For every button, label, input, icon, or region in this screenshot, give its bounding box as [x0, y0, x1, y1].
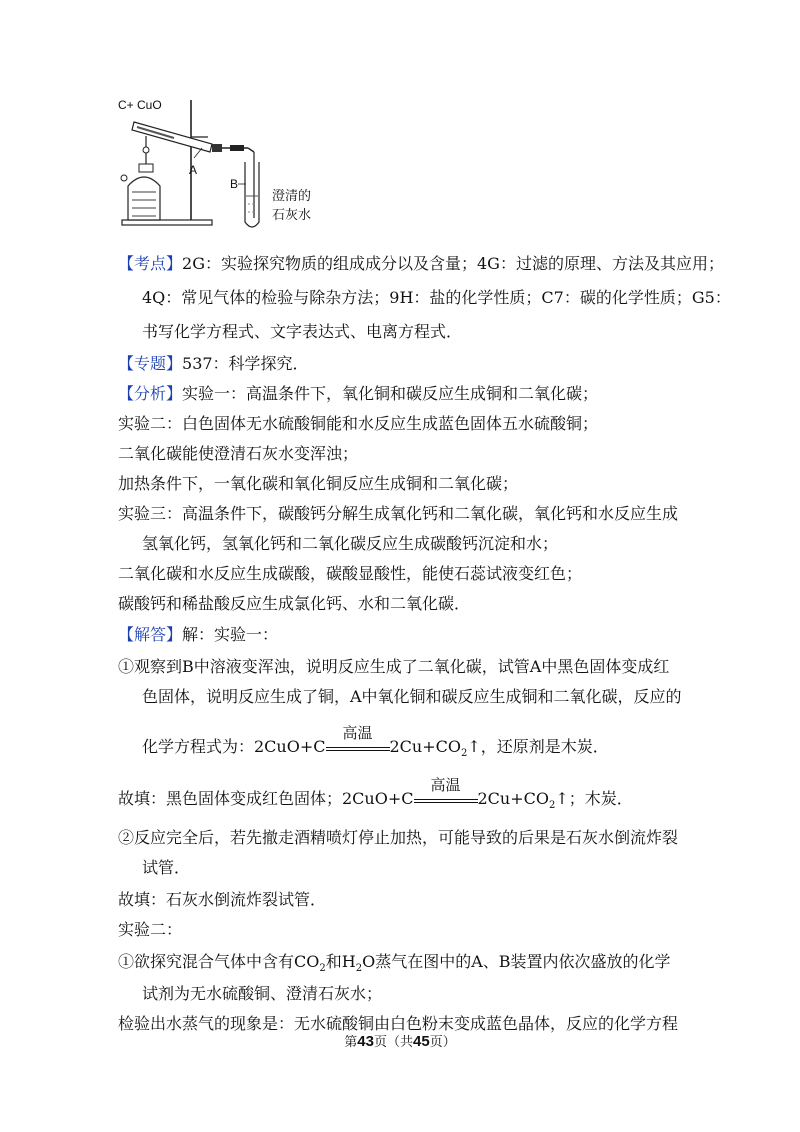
label-a: A — [189, 163, 198, 177]
kaodian-text: 2G：实验探究物质的组成成分以及含量；4G：过滤的原理、方法及其应用； — [182, 254, 724, 273]
q1-sub-co2: 2 — [319, 963, 326, 974]
line-equation-1 — [142, 724, 609, 761]
equation-2-sub: 2 — [549, 800, 556, 811]
line-kaodian-3: 书写化学方程式、文字表达式、电离方程式． — [142, 322, 463, 341]
line-exp2-q1 — [118, 951, 671, 976]
equation-1-product: 2Cu+CO — [389, 737, 461, 756]
line-answer-2: ②反应完全后，若先撤走酒精喷灯停止加热，可能导致的后果是石灰水倒流炸裂 — [118, 828, 679, 847]
equation-1-arrow: ↑ — [467, 737, 481, 756]
line-answer-2-fill: 故填：石灰水倒流炸裂试管． — [118, 890, 327, 909]
q1-part-a: ①欲探究混合气体中含有CO — [118, 952, 320, 971]
q1-part-b: 和H — [325, 952, 356, 971]
jieda-tag: 【解答】 — [118, 625, 183, 644]
line-exp2: 实验二：白色固体无水硫酸铜能和水反应生成蓝色固体五水硫酸铜； — [118, 414, 599, 433]
line-exp3-2: 氢氧化钙，氢氧化钙和二氧化碳反应生成碳酸钙沉淀和水； — [142, 534, 559, 553]
label-b: B — [230, 177, 239, 191]
line-zhuanti — [118, 353, 309, 375]
equation-2-product: 2Cu+CO — [477, 789, 549, 808]
line-exp2-title: 实验二： — [118, 920, 183, 939]
jieda-text: 解：实验一： — [182, 625, 279, 644]
equation-1-condition — [326, 724, 390, 761]
fenxi-tag: 【分析】 — [118, 384, 183, 403]
line-jieda — [118, 624, 278, 646]
equation-2-pre: 故填：黑色固体变成红色固体；2CuO+C — [118, 789, 414, 808]
equation-2-condition-text: 高温 — [430, 776, 461, 794]
line-answer-1: ①观察到B中溶液变浑浊，说明反应生成了二氧化碳，试管A中黑色固体变成红 — [118, 657, 670, 676]
line-fenxi — [118, 383, 598, 405]
line-equation-2 — [118, 776, 633, 813]
line-exp2-q1b: 试剂为无水硫酸铜、澄清石灰水； — [142, 984, 383, 1003]
reactant-label: C+ CuO — [118, 98, 162, 112]
equation-2-post: ；木炭． — [568, 789, 633, 808]
equation-2-arrow: ↑ — [555, 789, 569, 808]
line-kaodian-2: 4Q：常见气体的检验与除杂方法；9H：盐的化学性质；C7：碳的化学性质；G5： — [142, 288, 731, 307]
equation-1-pre: 化学方程式为：2CuO+C — [142, 737, 326, 756]
equation-2-condition — [414, 776, 478, 813]
page-footer — [0, 1031, 800, 1050]
line-exp3: 实验三：高温条件下，碳酸钙分解生成氧化钙和二氧化碳，氧化钙和水反应生成 — [118, 504, 679, 523]
kaodian-tag: 【考点】 — [118, 254, 183, 273]
line-co-cuo: 加热条件下，一氧化碳和氧化铜反应生成铜和二氧化碳； — [118, 474, 519, 493]
fenxi-text: 实验一：高温条件下，氧化铜和碳反应生成铜和二氧化碳； — [182, 384, 599, 403]
solution-label-2: 石灰水 — [272, 208, 312, 223]
zhuanti-tag: 【专题】 — [118, 354, 183, 373]
line-co2-limewater: 二氧化碳能使澄清石灰水变浑浊； — [118, 444, 359, 463]
line-answer-2b: 试管． — [142, 858, 191, 877]
line-water-vapor: 检验出水蒸气的现象是：无水硫酸铜由白色粉末变成蓝色晶体，反应的化学方程 — [118, 1014, 679, 1033]
line-kaodian — [118, 253, 724, 275]
line-caco3-hcl: 碳酸钙和稀盐酸反应生成氯化钙、水和二氧化碳． — [118, 594, 471, 613]
solution-label-1: 澄清的 — [272, 189, 312, 204]
equation-1-post: ，还原剂是木炭． — [480, 737, 609, 756]
line-carbonic-acid: 二氧化碳和水反应生成碳酸，碳酸显酸性，能使石蕊试液变红色； — [118, 564, 583, 583]
equation-1-condition-text: 高温 — [342, 724, 373, 742]
footer-mid: 页（共 — [373, 1035, 413, 1050]
footer-pre: 第 — [344, 1035, 358, 1050]
zhuanti-text: 537：科学探究． — [182, 354, 309, 373]
footer-post: 页） — [429, 1035, 456, 1050]
q1-part-c: O蒸气在图中的A、B装置内依次盛放的化学 — [362, 952, 671, 971]
equation-1-sub: 2 — [461, 748, 468, 759]
footer-page-number: 43 — [357, 1033, 374, 1050]
q1-sub-h2o: 2 — [355, 963, 363, 974]
footer-total-pages: 45 — [413, 1033, 430, 1050]
apparatus-figure — [112, 92, 352, 242]
line-answer-1b: 色固体，说明反应生成了铜，A中氧化铜和碳反应生成铜和二氧化碳，反应的 — [142, 687, 682, 706]
